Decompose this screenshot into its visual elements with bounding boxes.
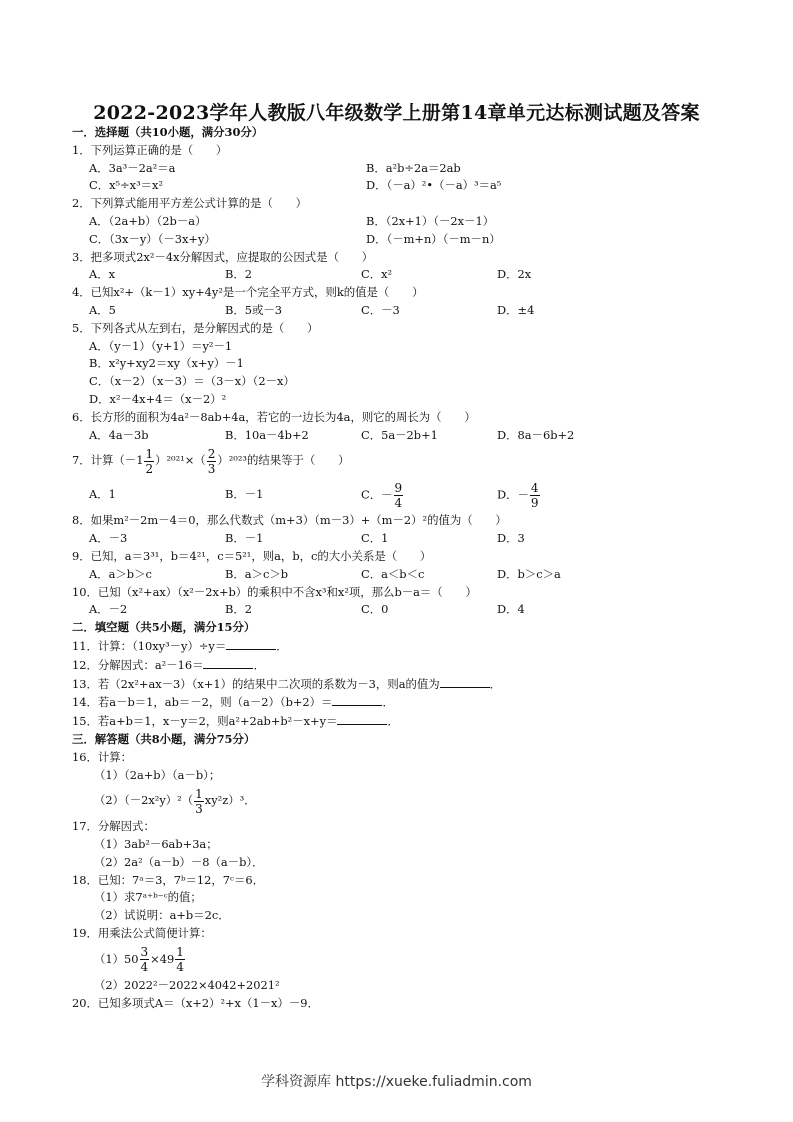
option: A．－2 <box>89 602 128 617</box>
answer-blank[interactable] <box>332 693 382 706</box>
question-end: ． <box>387 714 399 729</box>
option: D．8a－6b+2 <box>497 427 575 442</box>
question-end: ． <box>253 657 265 672</box>
options-row <box>72 231 762 249</box>
option: A．3a³－2a²＝a <box>89 160 176 175</box>
question-stem: 10．已知（x²+ax）（x²－2x+b）的乘积中不含x³和x²项，那么b－a＝（ ） <box>72 584 477 599</box>
question-stem: 5．下列各式从左到右，是分解因式的是（ ） <box>72 320 319 335</box>
options-row <box>72 338 762 356</box>
footer-watermark: 学科资源库 https://xueke.fuliadmin.com <box>261 1074 532 1090</box>
option: C．1 <box>361 531 389 546</box>
option: B．2 <box>225 602 253 617</box>
options-row <box>72 373 762 391</box>
fraction <box>194 787 204 816</box>
question-text: 12．分解因式：a²－16＝ <box>72 657 204 672</box>
fill-question <box>72 675 762 694</box>
section-heading: 二．填空题（共5小题，满分15分） <box>72 620 256 635</box>
option: C．x² <box>361 267 393 282</box>
sub-question: （1）（2a+b）（a－b）； <box>94 767 221 782</box>
options-row <box>72 391 762 409</box>
options-row <box>72 566 762 584</box>
options-row <box>72 355 762 373</box>
options-row <box>72 160 762 178</box>
question-stem <box>72 444 762 478</box>
options-row <box>72 213 762 231</box>
sub-question <box>72 943 762 977</box>
numerator: 4 <box>530 480 539 495</box>
sub-question: （1）3ab²－6ab+3a； <box>94 837 218 852</box>
option: A．4a－3b <box>89 427 149 442</box>
answer-blank[interactable] <box>440 675 490 688</box>
sub-question: （2）试说明：a+b＝2c． <box>94 908 230 923</box>
option: A．－3 <box>89 531 128 546</box>
question-stem: 19．用乘法公式简便计算： <box>72 926 212 941</box>
option: A．1 <box>89 487 116 502</box>
question-stem: 4．已知x²+（k－1）xy+4y²是一个完全平方式，则k的值是（ ） <box>72 285 424 300</box>
option <box>497 481 633 510</box>
option: D．（－m+n）（－m－n） <box>366 231 501 246</box>
option: A．（y－1）（y+1）＝y²－1 <box>89 338 233 353</box>
denominator: 4 <box>176 960 184 975</box>
option: D．x²－4x+4＝（x－2）² <box>89 391 227 406</box>
fraction <box>530 481 540 510</box>
question-stem: 18．已知：7ᵃ＝3，7ᵇ＝12，7ᶜ＝6． <box>72 872 265 887</box>
option: C．（3x－y）（－3x+y） <box>89 231 216 246</box>
denominator: 4 <box>140 960 149 975</box>
question-stem: 2．下列算式能用平方差公式计算的是（ ） <box>72 196 308 211</box>
option: D．b＞c＞a <box>497 566 561 581</box>
fraction <box>175 945 185 974</box>
option-label: D．－ <box>497 487 529 502</box>
option <box>361 481 497 510</box>
answer-blank[interactable] <box>203 656 253 669</box>
option: B．a＞c＞b <box>225 566 289 581</box>
option: A．a＞b＞c <box>89 566 152 581</box>
numerator: 2 <box>207 446 216 461</box>
section-heading: 三．解答题（共8小题，满分75分） <box>72 731 256 746</box>
fraction <box>394 481 404 510</box>
option: C．5a－2b+1 <box>361 427 438 442</box>
options-row <box>72 601 762 619</box>
fraction <box>144 447 154 476</box>
option-label: C．－ <box>361 487 393 502</box>
sub-text: （2）（－2x²y）²（ <box>94 793 194 808</box>
question-stem: 9．已知，a＝3³¹，b＝4²¹，c＝5²¹，则a，b，c的大小关系是（ ） <box>72 548 432 563</box>
stem-text: ）²⁰²³的结果等于（ ） <box>217 453 350 468</box>
option: B．x²y+xy2＝xy（x+y）－1 <box>89 356 244 371</box>
option: D．3 <box>497 531 525 546</box>
options-row <box>72 478 762 512</box>
sub-question: （1）求7ᵃ⁺ᵇ⁻ᶜ的值； <box>94 890 202 905</box>
question-stem: 6．长方形的面积为4a²－8ab+4a，若它的一边长为4a，则它的周长为（ ） <box>72 409 476 424</box>
options-row <box>72 302 762 320</box>
numerator: 3 <box>140 945 149 960</box>
section-heading: 一．选择题（共10小题，满分30分） <box>72 125 264 139</box>
option: B．10a－4b+2 <box>225 427 309 442</box>
option: B．a²b÷2a＝2ab <box>366 160 461 175</box>
sub-text: （1）50 <box>94 951 139 966</box>
option: C．x⁵÷x³＝x² <box>89 178 164 193</box>
option: D．4 <box>497 602 525 617</box>
question-text: 11．计算：（10xy³－y）÷y＝ <box>72 638 227 653</box>
option: C．（x－2）（x－3）＝（3－x）（2－x） <box>89 374 295 389</box>
fill-question <box>72 637 762 656</box>
question-stem: 8．如果m²－2m－4＝0，那么代数式（m+3）（m－3）+（m－2）²的值为（ ） <box>72 513 507 528</box>
option: B．－1 <box>225 487 264 502</box>
numerator: 1 <box>145 446 154 461</box>
option: A．5 <box>89 302 116 317</box>
option: D．2x <box>497 267 532 282</box>
option: D．±4 <box>497 302 535 317</box>
sub-question: （2）2022²－2022×4042+2021² <box>94 977 280 992</box>
question-stem: 17．分解因式： <box>72 819 155 834</box>
option: B．（2x+1）（－2x－1） <box>366 213 495 228</box>
sub-text: xy²z）³． <box>204 793 256 808</box>
numerator: 9 <box>394 480 403 495</box>
sub-question: （2）2a²（a－b）－8（a－b）． <box>94 854 264 869</box>
question-stem: 16．计算： <box>72 749 133 764</box>
option: D．（－a）²•（－a）³＝a⁵ <box>366 178 502 193</box>
sub-text: ×49 <box>150 951 175 966</box>
stem-text: 7．计算（－1 <box>72 453 144 468</box>
options-row <box>72 177 762 195</box>
question-text: 15．若a+b＝1，x－y＝2，则a²+2ab+b²－x+y＝ <box>72 714 338 729</box>
exam-body <box>72 124 762 1012</box>
denominator: 3 <box>207 461 216 476</box>
denominator: 3 <box>195 801 203 816</box>
stem-text: ）²⁰²¹×（ <box>155 453 206 468</box>
answer-blank[interactable] <box>337 712 387 725</box>
question-text: 14．若a－b＝1，ab＝－2，则（a－2）（b+2）＝ <box>72 695 333 710</box>
fraction <box>207 447 217 476</box>
option: A．（2a+b）（2b－a） <box>89 213 207 228</box>
question-end: ． <box>276 638 288 653</box>
fraction <box>140 945 150 974</box>
numerator: 1 <box>176 945 184 960</box>
question-stem: 1．下列运算正确的是（ ） <box>72 142 228 157</box>
option: C．0 <box>361 602 389 617</box>
denominator: 2 <box>145 461 154 476</box>
option: B．－1 <box>225 531 264 546</box>
question-stem: 20．已知多项式A＝（x+2）²+x（1－x）－9． <box>72 995 319 1010</box>
option: C．－3 <box>361 302 400 317</box>
fill-question <box>72 712 762 731</box>
option: B．5或－3 <box>225 302 283 317</box>
options-row <box>72 427 762 445</box>
numerator: 1 <box>195 786 203 801</box>
option: A．x <box>89 267 116 282</box>
question-end: ． <box>489 676 502 691</box>
answer-blank[interactable] <box>226 637 276 650</box>
page-title: 2022-2023学年人教版八年级数学上册第14章单元达标测试题及答案 <box>93 102 700 124</box>
question-stem: 3．把多项式2x²－4x分解因式，应提取的公因式是（ ） <box>72 249 374 264</box>
question-end: ． <box>382 695 394 710</box>
question-text: 13．若（2x²+ax－3）（x+1）的结果中二次项的系数为－3，则a的值为 <box>72 676 440 691</box>
option: C．a＜b＜c <box>361 566 425 581</box>
option: B．2 <box>225 267 253 282</box>
options-row <box>72 266 762 284</box>
denominator: 9 <box>530 495 539 510</box>
fill-question <box>72 656 762 675</box>
options-row <box>72 530 762 548</box>
denominator: 4 <box>394 495 403 510</box>
sub-question <box>72 784 762 818</box>
fill-question <box>72 693 762 712</box>
